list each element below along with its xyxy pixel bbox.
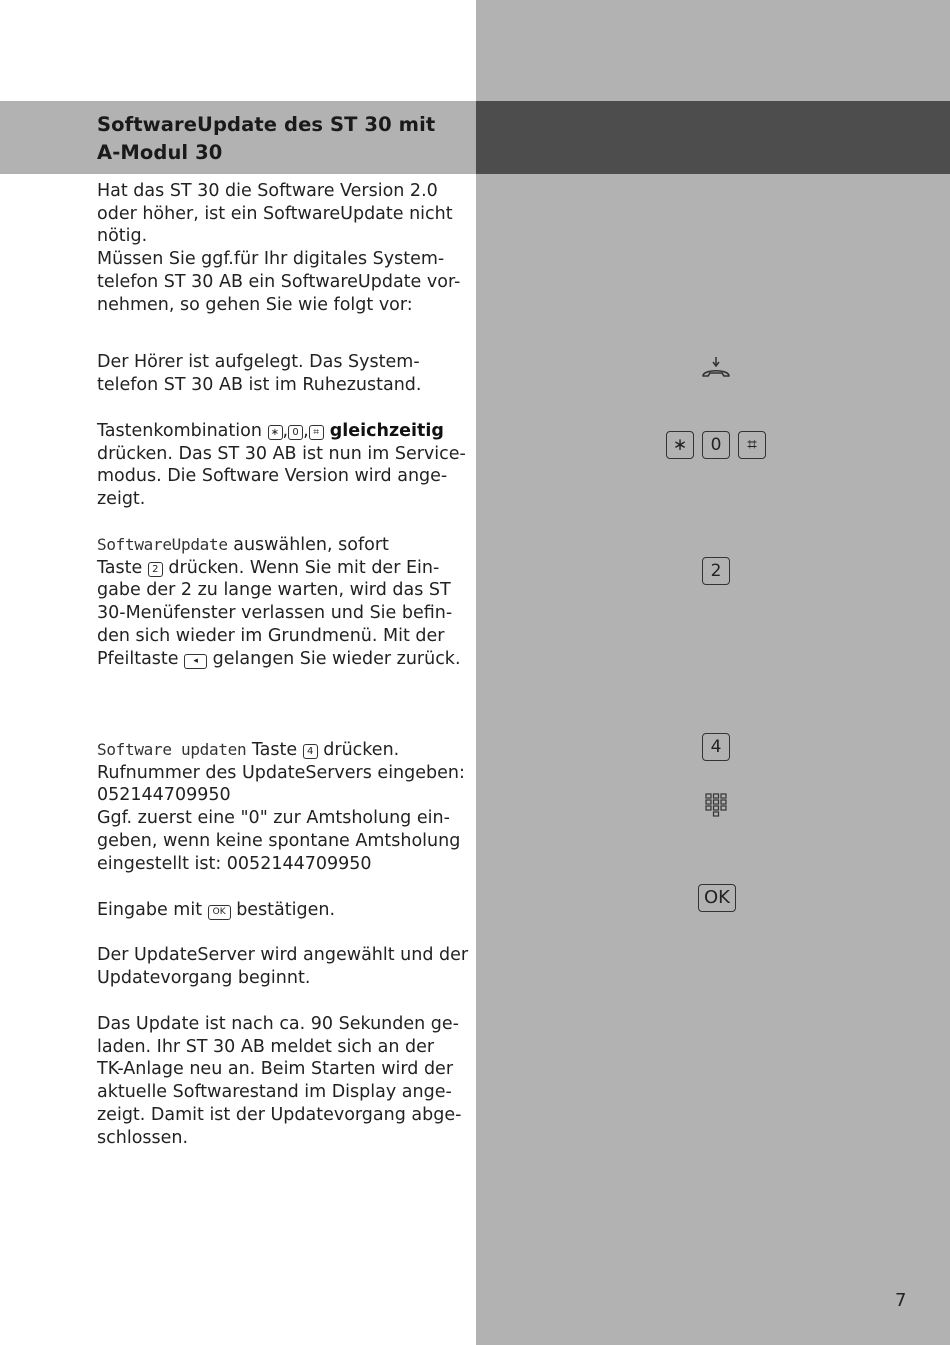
arrow-key-icon: ◂	[184, 654, 207, 669]
display-text: SoftwareUpdate	[97, 535, 228, 554]
step-line: Der UpdateServer wird angewählt und der	[97, 945, 469, 965]
step-text: auswählen, sofort	[227, 535, 389, 555]
step-handset-down	[97, 351, 482, 396]
intro-line: nötig.	[97, 226, 148, 247]
step-confirm	[97, 899, 482, 922]
step-line: laden. Ihr ST 30 AB meldet sich an der	[97, 1036, 435, 1057]
title-line-2: A-Modul 30	[97, 141, 223, 164]
intro-line: Hat das ST 30 die Software Version 2.0	[97, 181, 438, 201]
separator: ,	[303, 421, 309, 441]
step-line: modus. Die Software Version wird ange-	[97, 466, 448, 487]
intro-line: telefon ST 30 AB ein SoftwareUpdate vor-	[97, 271, 461, 292]
four-key-icon: 4	[702, 733, 730, 761]
step-update-complete	[97, 1013, 482, 1149]
title-line-1: SoftwareUpdate des ST 30 mit	[97, 113, 436, 136]
sidebar-column	[476, 0, 950, 1345]
emphasis-text: gleichzeitig	[323, 421, 444, 441]
handset-on-hook-icon	[700, 356, 732, 382]
ok-key-icon: OK	[208, 905, 231, 920]
step-line: aktuelle Softwarestand im Display ange-	[97, 1082, 452, 1103]
step-text: Pfeiltaste	[97, 648, 185, 669]
star-key-icon: ∗	[268, 425, 283, 440]
step-text: drücken.	[317, 740, 400, 760]
step-line	[97, 420, 482, 443]
ok-key-icon: OK	[698, 884, 736, 912]
step-line: telefon ST 30 AB ist im Ruhezustand.	[97, 374, 422, 395]
two-key-icon: 2	[148, 562, 163, 577]
step-text: Eingabe mit	[97, 900, 208, 920]
step-line: zeigt. Damit ist der Updatevorgang abge-	[97, 1104, 462, 1125]
step-line: 052144709950	[97, 785, 231, 806]
intro-paragraph	[97, 180, 482, 316]
hash-key-icon: ⌗	[309, 425, 324, 440]
hash-key-icon: ⌗	[738, 431, 766, 459]
step-line: 30-Menüfenster verlassen und Sie befin-	[97, 603, 453, 624]
step-line: Rufnummer des UpdateServers eingeben:	[97, 762, 465, 783]
intro-line: oder höher, ist ein SoftwareUpdate nicht	[97, 203, 453, 224]
step-dialing	[97, 944, 482, 989]
two-key-icon: 2	[702, 557, 730, 585]
step-line: gabe der 2 zu lange warten, wird das ST	[97, 580, 451, 601]
step-line: geben, wenn keine spontane Amtsholung	[97, 830, 461, 851]
zero-key-icon: 0	[288, 425, 303, 440]
keypad-icon	[704, 792, 728, 820]
step-text: bestätigen.	[230, 900, 336, 920]
step-text: gelangen Sie wieder zurück.	[207, 648, 461, 669]
step-line	[97, 899, 482, 922]
four-key-icon: 4	[303, 744, 318, 759]
separator: ,	[282, 421, 289, 441]
page-title	[97, 111, 435, 167]
step-line: eingestellt ist: 0052144709950	[97, 853, 372, 874]
step-line: schlossen.	[97, 1127, 189, 1148]
step-line	[97, 739, 482, 762]
step-line: TK-Anlage neu an. Beim Starten wird der	[97, 1059, 454, 1080]
page-number: 7	[895, 1290, 907, 1311]
star-key-icon: ∗	[666, 431, 694, 459]
step-text: drücken. Wenn Sie mit der Ein-	[162, 557, 440, 578]
step-line	[97, 534, 482, 557]
step-key-combination	[97, 420, 482, 511]
step-line	[97, 557, 482, 580]
step-line: den sich wieder im Grundmenü. Mit der	[97, 625, 445, 646]
step-line: Updatevorgang beginnt.	[97, 967, 311, 988]
step-line: zeigt.	[97, 489, 146, 510]
intro-line: Müssen Sie ggf.für Ihr digitales System-	[97, 249, 445, 270]
step-line: Das Update ist nach ca. 90 Sekunden ge-	[97, 1014, 459, 1034]
step-line: Der Hörer ist aufgelegt. Das System-	[97, 352, 420, 372]
step-select-software-update	[97, 534, 482, 670]
step-software-updaten	[97, 739, 482, 875]
step-text: Tastenkombination	[97, 421, 268, 441]
step-text: Taste	[246, 740, 303, 760]
step-line: Ggf. zuerst eine "0" zur Amtsholung ein-	[97, 808, 450, 829]
step-text: Taste	[97, 557, 148, 578]
intro-line: nehmen, so gehen Sie wie folgt vor:	[97, 294, 413, 315]
title-band-dark	[476, 101, 950, 174]
display-text: Software updaten	[97, 740, 247, 759]
zero-key-icon: 0	[702, 431, 730, 459]
step-line	[97, 648, 482, 671]
step-line: drücken. Das ST 30 AB ist nun im Service-	[97, 443, 466, 464]
